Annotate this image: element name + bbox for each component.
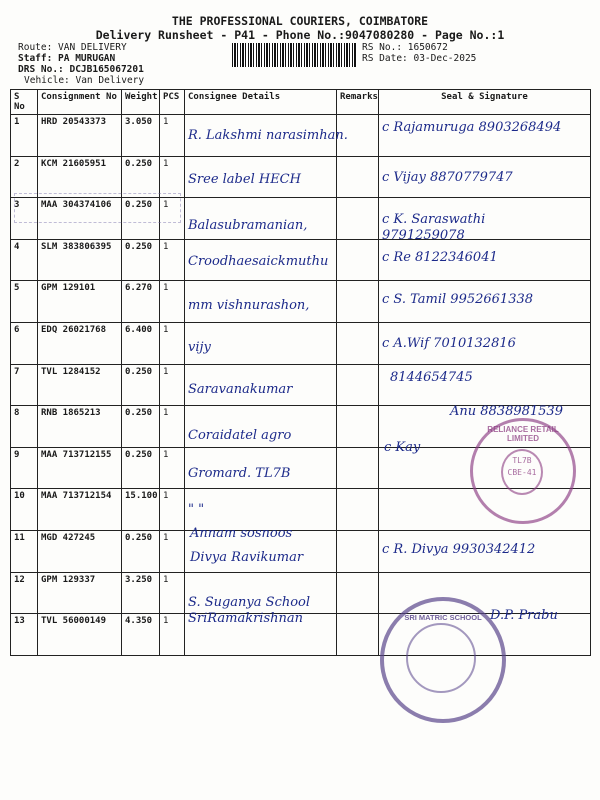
row-pcs: 1	[160, 115, 185, 157]
row-remarks-cell	[337, 614, 379, 656]
handwritten-signature: Anu 8838981539	[450, 404, 563, 419]
row-consignment-no: MGD 427245	[38, 530, 122, 572]
row-remarks-cell	[337, 406, 379, 448]
row-pcs: 1	[160, 572, 185, 614]
row-sno: 6	[11, 322, 38, 364]
row-remarks-cell	[337, 239, 379, 281]
handwritten-consignee: Annam sosnoos	[190, 526, 293, 541]
row-remarks-cell	[337, 364, 379, 406]
row-pcs: 1	[160, 322, 185, 364]
row-consignment-no: KCM 21605951	[38, 156, 122, 198]
row-pcs: 1	[160, 489, 185, 531]
row-sno: 12	[11, 572, 38, 614]
row-consignment-no: MAA 713712154	[38, 489, 122, 531]
handwritten-consignee: R. Lakshmi narasimhan.	[188, 128, 348, 143]
row-remarks-cell	[337, 447, 379, 489]
row-weight: 4.350	[122, 614, 160, 656]
row-pcs: 1	[160, 156, 185, 198]
row-pcs: 1	[160, 364, 185, 406]
faint-stamp	[14, 193, 181, 223]
vehicle-label: Vehicle: Van Delivery	[24, 75, 145, 86]
row-sno: 13	[11, 614, 38, 656]
reliance-seal	[470, 418, 576, 524]
staff-label: Staff: PA MURUGAN	[18, 53, 116, 64]
handwritten-consignee: Divya Ravikumar	[190, 550, 304, 565]
row-weight: 6.270	[122, 281, 160, 323]
row-pcs: 1	[160, 447, 185, 489]
row-consignment-no: GPM 129337	[38, 572, 122, 614]
handwritten-consignee: vijy	[188, 340, 211, 355]
row-sno: 1	[11, 115, 38, 157]
row-weight: 0.250	[122, 198, 160, 240]
row-sno: 5	[11, 281, 38, 323]
col-sno: S No	[11, 90, 38, 115]
runsheet-subtitle: Delivery Runsheet - P41 - Phone No.:9047080280 - Page No.:1	[95, 28, 505, 42]
handwritten-consignee: Croodhaesaickmuthu	[188, 254, 329, 269]
handwritten-signature: 8144654745	[390, 370, 473, 385]
company-title: THE PROFESSIONAL COURIERS, COIMBATORE	[171, 14, 429, 28]
row-sno: 10	[11, 489, 38, 531]
row-sno: 3	[11, 198, 38, 240]
rs-date: RS Date: 03-Dec-2025	[362, 53, 477, 64]
school-seal-text: SRI MATRIC SCHOOL	[404, 613, 482, 622]
row-weight: 6.400	[122, 322, 160, 364]
handwritten-consignee: mm vishnurashon,	[188, 298, 310, 313]
row-consignment-no: MAA 304374106	[38, 198, 122, 240]
handwritten-signature: c R. Divya 9930342412	[382, 542, 536, 557]
row-pcs: 1	[160, 614, 185, 656]
row-pcs: 1	[160, 198, 185, 240]
handwritten-signature: c Rajamuruga 8903268494	[382, 120, 562, 135]
row-pcs: 1	[160, 281, 185, 323]
row-sno: 9	[11, 447, 38, 489]
row-weight: 3.250	[122, 572, 160, 614]
school-seal-center	[406, 623, 476, 693]
row-consignment-no: EDQ 26021768	[38, 322, 122, 364]
row-remarks-cell	[337, 198, 379, 240]
row-consignment-no: SLM 383806395	[38, 239, 122, 281]
col-weight: Weight	[122, 90, 160, 115]
barcode	[232, 43, 357, 67]
handwritten-consignee: " "	[188, 502, 205, 517]
row-weight: 0.250	[122, 447, 160, 489]
col-remarks: Remarks	[337, 90, 379, 115]
reliance-seal-center: TL7B CBE-41	[501, 449, 543, 495]
handwritten-consignee: Gromard. TL7B	[188, 466, 291, 481]
row-pcs: 1	[160, 530, 185, 572]
row-pcs: 1	[160, 239, 185, 281]
school-seal	[380, 597, 506, 723]
row-weight: 3.050	[122, 115, 160, 157]
handwritten-signature: c Re 8122346041	[382, 250, 498, 265]
handwritten-signature: c K. Saraswathi 9791259078	[382, 212, 486, 243]
row-consignment-no: MAA 713712155	[38, 447, 122, 489]
row-consignment-no: TVL 1284152	[38, 364, 122, 406]
handwritten-signature: D.P. Prabu	[490, 608, 558, 623]
row-weight: 0.250	[122, 406, 160, 448]
row-remarks-cell	[337, 281, 379, 323]
row-sno: 2	[11, 156, 38, 198]
row-remarks-cell	[337, 572, 379, 614]
col-consignee: Consignee Details	[185, 90, 337, 115]
row-consignee-cell	[185, 489, 337, 531]
row-weight: 15.100	[122, 489, 160, 531]
handwritten-signature: c S. Tamil 9952661338	[382, 292, 534, 307]
handwritten-signature: c A.Wif 7010132816	[382, 336, 516, 351]
row-weight: 0.250	[122, 156, 160, 198]
reliance-seal-text: RELIANCE RETAIL LIMITED	[487, 425, 559, 443]
row-weight: 0.250	[122, 364, 160, 406]
row-remarks-cell	[337, 156, 379, 198]
row-consignment-no: GPM 129101	[38, 281, 122, 323]
handwritten-consignee: S. Suganya School SriRamakrishnan	[188, 595, 311, 626]
drs-label: DRS No.: DCJB165067201	[18, 64, 144, 75]
table-header-row	[11, 90, 591, 115]
handwritten-consignee: Coraidatel agro	[188, 428, 292, 443]
row-weight: 0.250	[122, 530, 160, 572]
rs-number: RS No.: 1650672	[362, 42, 448, 53]
row-remarks-cell	[337, 322, 379, 364]
row-sno: 7	[11, 364, 38, 406]
handwritten-signature: c Kay	[384, 440, 421, 455]
row-sno: 8	[11, 406, 38, 448]
handwritten-consignee: Sree label HECH	[188, 172, 301, 187]
handwritten-consignee: Saravanakumar	[188, 382, 293, 397]
handwritten-consignee: Balasubramanian,	[188, 218, 308, 233]
row-remarks-cell	[337, 530, 379, 572]
row-weight: 0.250	[122, 239, 160, 281]
row-consignment-no: HRD 20543373	[38, 115, 122, 157]
row-sno: 4	[11, 239, 38, 281]
handwritten-signature: c Vijay 8870779747	[382, 170, 513, 185]
row-pcs: 1	[160, 406, 185, 448]
route-label: Route: VAN DELIVERY	[18, 42, 127, 53]
table-row	[11, 364, 591, 406]
row-consignment-no: TVL 56000149	[38, 614, 122, 656]
col-signature: Seal & Signature	[379, 90, 591, 115]
row-sno: 11	[11, 530, 38, 572]
row-consignment-no: RNB 1865213	[38, 406, 122, 448]
col-pcs: PCS	[160, 90, 185, 115]
row-remarks-cell	[337, 489, 379, 531]
col-consignment: Consignment No	[38, 90, 122, 115]
